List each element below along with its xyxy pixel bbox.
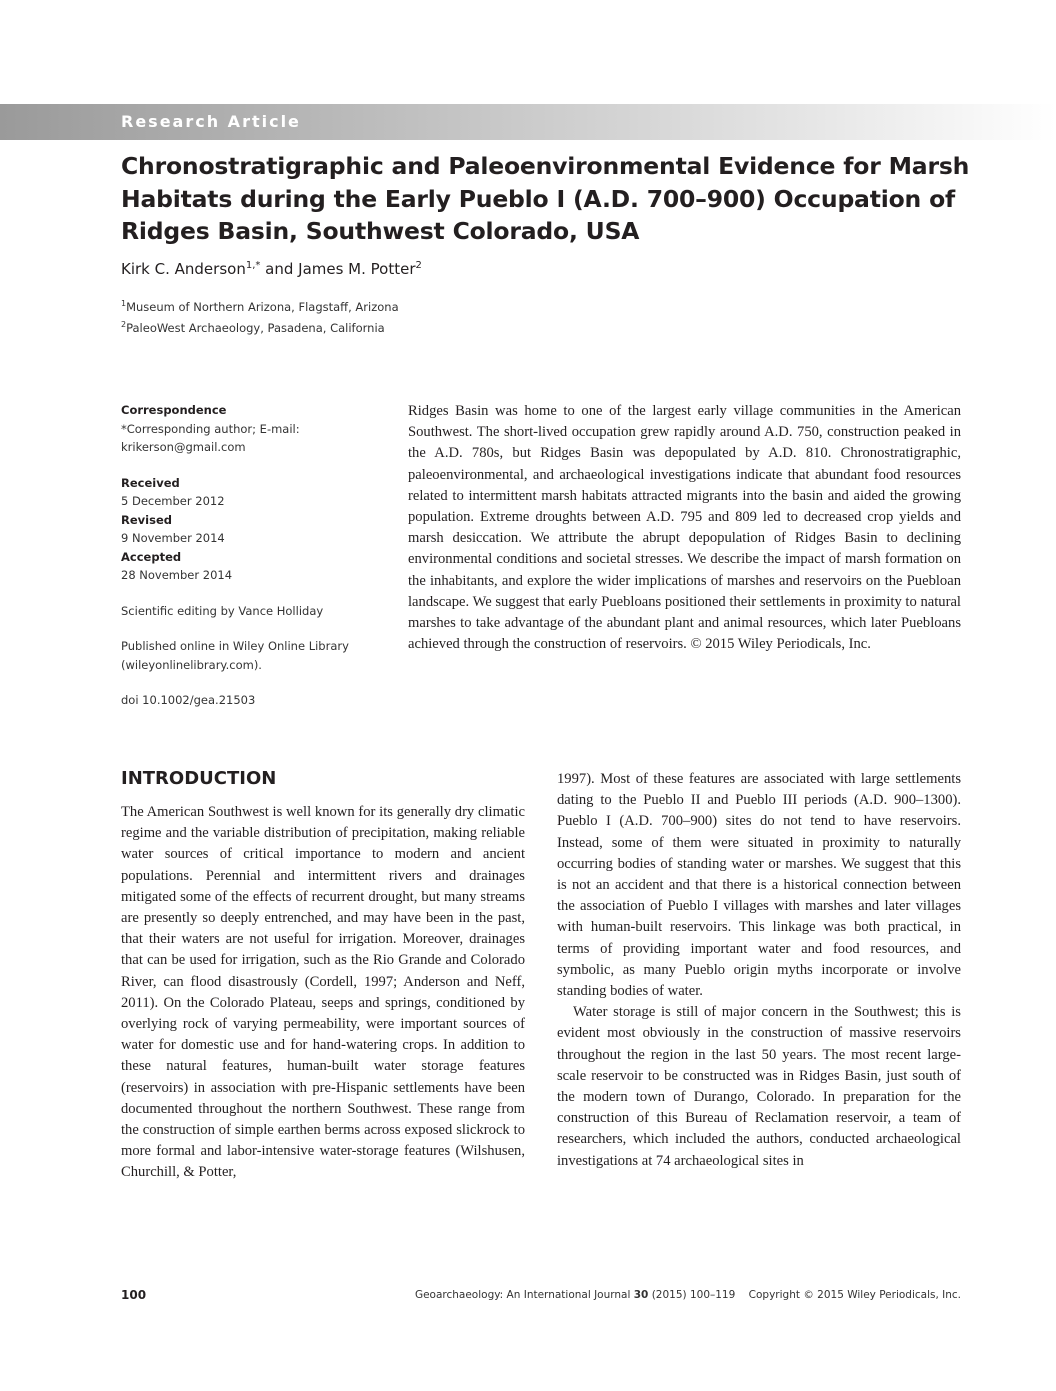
journal-issue-pages: (2015) 100–119 [648,1289,736,1301]
paragraph: Water storage is still of major concern in the Southwest; this is evident most obviously in the construction of massive reservoirs throughout the region in the last 50 years. The most recent large-scale reservoir to be constructed was in Ridges Basin, just south of the modern town of Durango, Colorado. In preparation for the construction of this Bureau of Reclamation reservoir, a team of researchers, which included the authors, conducted archaeological investigations at 74 archaeological sites in [557,1004,961,1169]
revised-heading: Revised [121,512,172,527]
author-name: Kirk C. Anderson [121,260,246,278]
body-column-left [121,802,525,1184]
paragraph: 1997). Most of these features are associated with large settlements dating to the Pueblo II and Pueblo III periods (A.D. 900–1300). Pueblo I (A.D. 700–900) sites do not tend to have reservoirs. Instead, some of them were situated in proximity to naturally occurring bodies of standing water or marshes. We suggest that this is not an accident and that there is a historical connection between the association of Pueblo I villages with marshes and later villages with human-built reservoirs. This linkage was both practical, in terms of providing important water and food resources, and symbolic, as many Pueblo origin myths incorporate or involve standing bodies of water. [557,771,961,1000]
doi: doi 10.1002/gea.21503 [121,693,256,707]
page-number: 100 [121,1288,147,1302]
received-heading: Received [121,475,180,490]
article-info-sidebar [121,401,381,710]
section-label: Research Article [121,112,301,131]
published-note: Published online in Wiley Online Library [121,639,349,653]
revised-date: 9 November 2014 [121,531,225,545]
author-line [121,260,422,278]
journal-name: Geoarchaeology: An International Journal [414,1289,634,1301]
published-url: (wileyonlinelibrary.com). [121,657,262,672]
journal-footer [415,1289,961,1301]
affiliation [121,295,399,316]
affiliation-text: PaleoWest Archaeology, Pasadena, California [126,320,385,335]
affiliation [121,316,399,337]
correspondence-text: *Corresponding author; E-mail: [121,421,300,436]
correspondence-email[interactable]: krikerson@gmail.com [121,440,246,454]
correspondence-heading: Correspondence [121,403,227,417]
affiliations [121,295,399,337]
article-title: Chronostratigraphic and Paleoenvironmental Evidence for Marsh Habitats during the Early Pueblo I (A.D. 700–900) Occupation of Ridges Basin, Southwest Colorado, USA [121,152,970,245]
affiliation-superscript: 1 [121,299,127,308]
journal-volume: 30 [633,1289,649,1301]
section-heading: INTRODUCTION [121,768,277,789]
body-column-right [557,769,961,1172]
accepted-heading: Accepted [121,549,182,564]
author-superscript: 1,* [245,260,261,271]
author-superscript: 2 [415,260,422,271]
affiliation-text: Museum of Northern Arizona, Flagstaff, Arizona [126,299,399,314]
abstract: Ridges Basin was home to one of the largest early village communities in the American Southwest. The short-lived occupation grew rapidly around A.D. 750, construction peaked in the A.D. 780s, but Ridges Basin was depopulated by A.D. 810. Chronostratigraphic, paleoenvironmental, and archaeological investigations indicate that abundant food resources related to intermittent marsh habitats attracted migrants into the basin and aided the growing population. Extreme droughts between A.D. 795 and 809 led to decreased crop yields and marsh desiccation. We attribute the abrupt depopulation of Ridges Basin to declining environmental conditions and societal stresses. We describe the impact of marsh formation on the inhabitants, and explore the wider implications of marshes and reservoirs on the Puebloan landscape. We suggest that early Puebloans positioned their settlements in proximity to natural marshes to take advantage of the abundant plant and animal resources, which later Puebloans achieved through the construction of reservoirs. © 2015 Wiley Periodicals, Inc. [408,403,961,653]
received-date: 5 December 2012 [121,494,225,508]
copyright: Copyright © 2015 Wiley Periodicals, Inc. [748,1289,961,1301]
editing-note: Scientific editing by Vance Holliday [121,603,324,618]
accepted-date: 28 November 2014 [121,568,233,582]
paragraph: The American Southwest is well known for its generally dry climatic regime and the variable distribution of precipitation, making reliable water sources of critical importance to modern and ancient populations. Perennial and intermittent rivers and drainages mitigated some of the effects of recurrent drought, but many streams are presently so deeply entrenched, and may have been in the past, that their waters are not useful for irrigation. Moreover, drainages that can be used for irrigation, such as the Rio Grande and Colorado River, can flood disastrously (Cordell, 1997; Anderson and Neff, 2011). On the Colorado Plateau, seeps and springs, conditioned by overlying rock of varying permeability, were important sources of water for domestic use and for hand-watering crops. In addition to these natural features, human-built water storage features (reservoirs) in association with pre-Hispanic settlements have been documented throughout the northern Southwest. These range from the construction of simple earthen berms across exposed slickrock to more formal and labor-intensive water-storage features (Wilshusen, Churchill, & Potter, [121,804,525,1181]
author-connector: and [260,260,299,278]
author-name: James M. Potter [298,260,416,278]
affiliation-superscript: 2 [121,319,127,329]
